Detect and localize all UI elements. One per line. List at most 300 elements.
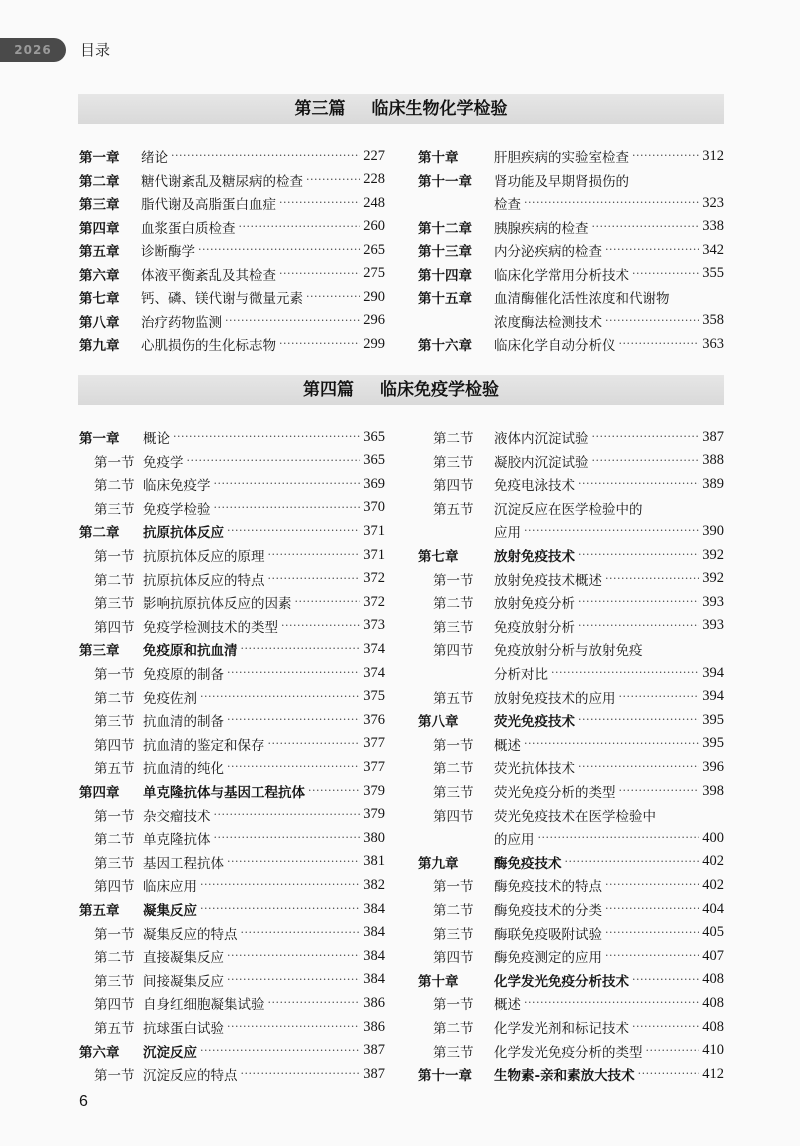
chapter-label: 第六章 xyxy=(79,1044,120,1061)
toc-entry xyxy=(418,426,724,448)
entry-title: 酶免疫技术 xyxy=(494,855,562,872)
toc-entry xyxy=(79,851,385,873)
toc-entry xyxy=(79,1016,385,1038)
dot-leader xyxy=(268,992,361,1014)
section-label: 第四节 xyxy=(94,619,135,636)
toc-entry xyxy=(79,310,385,332)
entry-title: 液体内沉淀试验 xyxy=(494,431,589,447)
section-label: 第一节 xyxy=(94,1068,135,1085)
entry-title: 心肌损伤的生化标志物 xyxy=(141,338,276,354)
dot-leader xyxy=(173,426,360,448)
chapter-label: 第十一章 xyxy=(418,1068,472,1085)
entry-title: 免疫电泳技术 xyxy=(494,478,575,495)
chapter-label: 第十六章 xyxy=(418,338,472,354)
dot-leader xyxy=(227,969,360,991)
page-ref: 408 xyxy=(702,971,724,988)
entry-title: 免疫学 xyxy=(143,454,184,471)
toc-entry xyxy=(79,615,385,637)
dot-leader xyxy=(619,686,700,708)
section-label: 第四节 xyxy=(433,950,474,967)
toc-entry xyxy=(418,638,724,660)
dot-leader xyxy=(227,945,360,967)
section-label: 第一节 xyxy=(433,737,474,754)
toc-entry xyxy=(79,426,385,448)
page-ref: 358 xyxy=(702,312,724,328)
chapter-label: 第二章 xyxy=(79,525,120,542)
entry-title: 免疫学检验 xyxy=(143,501,211,518)
section-label: 第二节 xyxy=(433,431,474,447)
section-label: 第二节 xyxy=(94,478,135,495)
page-ref: 402 xyxy=(702,853,724,870)
dot-leader xyxy=(638,1063,700,1085)
toc-entry xyxy=(418,922,724,944)
dot-leader xyxy=(241,922,361,944)
page-ref: 365 xyxy=(363,452,385,469)
page-ref: 394 xyxy=(702,664,724,681)
page-ref: 374 xyxy=(363,664,385,681)
toc-entry xyxy=(79,169,385,191)
dot-leader xyxy=(279,192,360,214)
page-ref: 248 xyxy=(363,194,385,211)
toc-entry xyxy=(79,145,385,167)
dot-leader xyxy=(632,145,699,167)
toc-entry xyxy=(79,898,385,920)
page-ref: 377 xyxy=(363,758,385,775)
toc-entry xyxy=(79,450,385,472)
dot-leader xyxy=(605,310,699,332)
toc-entry xyxy=(418,827,724,849)
entry-title: 酶免疫测定的应用 xyxy=(494,950,602,967)
entry-title: 体液平衡紊乱及其检查 xyxy=(141,267,276,284)
section-label: 第一节 xyxy=(433,572,474,589)
toc-entry xyxy=(418,192,724,214)
entry-title: 杂交瘤技术 xyxy=(143,808,211,825)
section-label: 第二节 xyxy=(433,596,474,613)
entry-title: 糖代谢紊乱及糖尿病的检查 xyxy=(141,173,303,190)
page-ref: 377 xyxy=(363,735,385,752)
chapter-label: 第十一章 xyxy=(418,173,472,190)
page-ref: 227 xyxy=(363,147,385,164)
dot-leader xyxy=(227,1016,360,1038)
dot-leader xyxy=(592,450,700,472)
part3-banner xyxy=(78,94,724,124)
toc-entry xyxy=(79,568,385,590)
toc-entry xyxy=(79,286,385,308)
chapter-label: 第十四章 xyxy=(418,267,472,284)
entry-title: 荧光免疫技术在医学检验中 xyxy=(494,808,656,825)
page-ref: 323 xyxy=(702,194,724,211)
dot-leader xyxy=(551,662,699,684)
entry-title: 自身红细胞凝集试验 xyxy=(143,997,265,1014)
entry-title: 化学发光免疫分析技术 xyxy=(494,973,629,990)
toc-entry xyxy=(418,216,724,238)
chapter-label: 第十章 xyxy=(418,973,459,990)
dot-leader xyxy=(268,544,361,566)
section-label: 第五节 xyxy=(433,501,474,518)
dot-leader xyxy=(619,780,700,802)
dot-leader xyxy=(646,1040,700,1062)
page-ref: 363 xyxy=(702,335,724,352)
dot-leader xyxy=(225,310,360,332)
dot-leader xyxy=(578,591,699,613)
page-ref: 396 xyxy=(702,758,724,775)
page-ref: 275 xyxy=(363,265,385,281)
section-label: 第三节 xyxy=(433,454,474,471)
dot-leader xyxy=(632,969,699,991)
dot-leader xyxy=(200,1040,360,1062)
page-ref: 400 xyxy=(702,829,724,846)
entry-title: 免疫佐剂 xyxy=(143,690,197,707)
dot-leader xyxy=(187,450,361,472)
page-ref: 404 xyxy=(702,900,724,917)
page-ref: 386 xyxy=(363,994,385,1011)
dot-leader xyxy=(268,568,361,590)
part3-label: 第三篇 xyxy=(294,99,346,119)
page-ref: 390 xyxy=(702,522,724,539)
section-label: 第一节 xyxy=(94,549,135,565)
dot-leader xyxy=(308,780,360,802)
entry-title: 荧光免疫技术 xyxy=(494,714,575,731)
toc-entry xyxy=(79,780,385,802)
toc-entry xyxy=(418,169,724,191)
chapter-label: 第八章 xyxy=(418,714,459,731)
entry-title: 概论 xyxy=(143,431,170,447)
chapter-label: 第三章 xyxy=(79,643,120,660)
toc-entry xyxy=(418,969,724,991)
dot-leader xyxy=(605,568,699,590)
page-ref: 386 xyxy=(363,1018,385,1035)
entry-title: 酶免疫技术的分类 xyxy=(494,903,602,919)
entry-title: 临床应用 xyxy=(143,879,197,896)
section-label: 第三节 xyxy=(94,596,135,613)
entry-title: 化学发光免疫分析的类型 xyxy=(494,1044,643,1061)
entry-title: 钙、磷、镁代谢与微量元素 xyxy=(141,291,303,307)
chapter-label: 第五章 xyxy=(79,244,120,260)
chapter-label: 第一章 xyxy=(79,431,120,447)
dot-leader xyxy=(227,662,360,684)
section-label: 第三节 xyxy=(94,855,135,872)
toc-entry xyxy=(418,591,724,613)
page-ref: 384 xyxy=(363,947,385,964)
dot-leader xyxy=(632,1016,699,1038)
entry-title: 肾功能及早期肾损伤的 xyxy=(494,173,629,190)
dot-leader xyxy=(605,239,699,261)
entry-title: 分析对比 xyxy=(494,667,548,683)
entry-title: 免疫学检测技术的类型 xyxy=(143,619,278,636)
dot-leader xyxy=(632,263,699,285)
chapter-label: 第七章 xyxy=(79,291,120,307)
entry-title: 抗血清的鉴定和保存 xyxy=(143,737,265,754)
toc-entry xyxy=(79,544,385,566)
page-header-title: 目录 xyxy=(80,41,111,59)
dot-leader xyxy=(295,591,361,613)
chapter-label: 第五章 xyxy=(79,903,120,919)
chapter-label: 第六章 xyxy=(79,267,120,284)
section-label: 第一节 xyxy=(94,667,135,683)
section-label: 第二节 xyxy=(94,832,135,849)
dot-leader xyxy=(592,426,700,448)
entry-title: 抗原抗体反应 xyxy=(143,525,224,542)
toc-entry xyxy=(79,263,385,285)
toc-entry xyxy=(418,615,724,637)
dot-leader xyxy=(227,756,360,778)
year-badge: 2026 xyxy=(0,38,66,62)
entry-title: 凝集反应 xyxy=(143,903,197,919)
entry-title: 酶联免疫吸附试验 xyxy=(494,926,602,943)
part4-banner xyxy=(78,375,724,405)
toc-entry xyxy=(79,662,385,684)
chapter-label: 第一章 xyxy=(79,150,120,166)
toc-entry xyxy=(79,733,385,755)
entry-title: 内分泌疾病的检查 xyxy=(494,244,602,260)
entry-title: 诊断酶学 xyxy=(141,244,195,260)
toc-entry xyxy=(79,239,385,261)
toc-entry xyxy=(418,1063,724,1085)
section-label: 第五节 xyxy=(94,761,135,778)
entry-title: 肝胆疾病的实验室检查 xyxy=(494,150,629,166)
section-label: 第二节 xyxy=(433,761,474,778)
page-ref: 365 xyxy=(363,428,385,445)
toc-entry xyxy=(79,333,385,355)
dot-leader xyxy=(171,145,360,167)
dot-leader xyxy=(306,286,360,308)
entry-title: 绪论 xyxy=(141,150,168,166)
page-ref: 392 xyxy=(702,546,724,563)
entry-title: 抗球蛋白试验 xyxy=(143,1021,224,1037)
toc-entry xyxy=(79,804,385,826)
page-ref: 412 xyxy=(702,1065,724,1082)
section-label: 第二节 xyxy=(94,572,135,589)
page-ref: 299 xyxy=(363,335,385,352)
section-label: 第一节 xyxy=(94,454,135,471)
toc-entry xyxy=(418,1040,724,1062)
page-ref: 389 xyxy=(702,475,724,492)
page-ref: 398 xyxy=(702,782,724,799)
entry-title: 血清酶催化活性浓度和代谢物 xyxy=(494,291,670,307)
dot-leader xyxy=(214,497,361,519)
dot-leader xyxy=(227,520,360,542)
entry-title: 免疫放射分析与放射免疫 xyxy=(494,643,643,660)
toc-entry xyxy=(418,992,724,1014)
part3-title: 临床生物化学检验 xyxy=(371,99,508,119)
entry-title: 放射免疫分析 xyxy=(494,596,575,613)
toc-entry xyxy=(79,709,385,731)
page-ref: 342 xyxy=(702,241,724,258)
entry-title: 放射免疫技术概述 xyxy=(494,572,602,589)
dot-leader xyxy=(198,239,360,261)
toc-entry xyxy=(418,709,724,731)
toc-entry xyxy=(418,851,724,873)
section-label: 第三节 xyxy=(94,973,135,990)
chapter-label: 第十章 xyxy=(418,150,459,166)
page-ref: 387 xyxy=(363,1042,385,1059)
entry-title: 单克隆抗体与基因工程抗体 xyxy=(143,785,305,801)
dot-leader xyxy=(524,520,699,542)
toc-entry xyxy=(79,992,385,1014)
section-label: 第三节 xyxy=(433,1044,474,1061)
dot-leader xyxy=(241,1063,361,1085)
chapter-label: 第九章 xyxy=(418,855,459,872)
chapter-label: 第二章 xyxy=(79,173,120,190)
page-ref: 402 xyxy=(702,876,724,893)
entry-title: 沉淀反应在医学检验中的 xyxy=(494,501,643,518)
entry-title: 影响抗原抗体反应的因素 xyxy=(143,596,292,613)
page-ref: 355 xyxy=(702,265,724,281)
page-ref: 408 xyxy=(702,1018,724,1035)
toc-entry xyxy=(79,874,385,896)
entry-title: 胰腺疾病的检查 xyxy=(494,220,589,237)
toc-entry xyxy=(418,874,724,896)
toc-entry xyxy=(418,686,724,708)
entry-title: 抗血清的纯化 xyxy=(143,761,224,778)
toc-entry xyxy=(418,473,724,495)
section-label: 第一节 xyxy=(94,808,135,825)
entry-title: 凝胶内沉淀试验 xyxy=(494,454,589,471)
section-label: 第一节 xyxy=(433,879,474,896)
section-label: 第五节 xyxy=(433,690,474,707)
toc-entry xyxy=(418,497,724,519)
toc-entry xyxy=(418,333,724,355)
page-ref: 374 xyxy=(363,640,385,657)
toc-entry xyxy=(418,145,724,167)
dot-leader xyxy=(605,945,699,967)
dot-leader xyxy=(578,709,699,731)
dot-leader xyxy=(281,615,360,637)
entry-title: 检查 xyxy=(494,197,521,213)
page-ref: 394 xyxy=(702,688,724,705)
toc-entry xyxy=(79,945,385,967)
toc-entry xyxy=(79,216,385,238)
page-ref: 296 xyxy=(363,312,385,328)
dot-leader xyxy=(592,216,700,238)
chapter-label: 第九章 xyxy=(79,338,120,354)
toc-entry xyxy=(418,945,724,967)
page-ref: 382 xyxy=(363,876,385,893)
section-label: 第二节 xyxy=(94,690,135,707)
entry-title: 放射免疫技术 xyxy=(494,549,575,565)
section-label: 第四节 xyxy=(94,737,135,754)
toc-entry xyxy=(79,922,385,944)
toc-entry xyxy=(418,310,724,332)
toc-entry xyxy=(418,520,724,542)
entry-title: 免疫放射分析 xyxy=(494,619,575,636)
page-ref: 393 xyxy=(702,593,724,610)
dot-leader xyxy=(306,169,360,191)
entry-title: 单克隆抗体 xyxy=(143,832,211,849)
section-label: 第五节 xyxy=(94,1021,135,1037)
chapter-label: 第四章 xyxy=(79,220,120,237)
page-ref: 410 xyxy=(702,1042,724,1059)
section-label: 第二节 xyxy=(94,950,135,967)
entry-title: 荧光抗体技术 xyxy=(494,761,575,778)
entry-title: 直接凝集反应 xyxy=(143,950,224,967)
toc-entry xyxy=(418,733,724,755)
section-label: 第三节 xyxy=(94,714,135,731)
section-label: 第一节 xyxy=(94,926,135,943)
toc-entry xyxy=(79,1040,385,1062)
dot-leader xyxy=(268,733,361,755)
entry-title: 应用 xyxy=(494,525,521,542)
entry-title: 临床免疫学 xyxy=(143,478,211,495)
toc-entry xyxy=(79,638,385,660)
page-ref: 265 xyxy=(363,241,385,258)
dot-leader xyxy=(200,874,360,896)
entry-title: 抗血清的制备 xyxy=(143,714,224,731)
entry-title: 临床化学常用分析技术 xyxy=(494,267,629,284)
entry-title: 浓度酶法检测技术 xyxy=(494,314,602,331)
page-ref: 384 xyxy=(363,924,385,941)
toc-entry xyxy=(79,192,385,214)
toc-entry xyxy=(79,1063,385,1085)
page-ref: 375 xyxy=(363,688,385,705)
page-ref: 395 xyxy=(702,711,724,728)
chapter-label: 第十五章 xyxy=(418,291,472,307)
section-label: 第四节 xyxy=(94,997,135,1014)
dot-leader xyxy=(214,473,361,495)
toc-entry xyxy=(418,804,724,826)
page-ref: 372 xyxy=(363,570,385,587)
dot-leader xyxy=(538,827,700,849)
page-ref: 381 xyxy=(363,853,385,870)
section-label: 第三节 xyxy=(433,926,474,943)
page-ref: 380 xyxy=(363,829,385,846)
entry-title: 血浆蛋白质检查 xyxy=(141,220,236,237)
dot-leader xyxy=(524,192,699,214)
entry-title: 抗原抗体反应的特点 xyxy=(143,572,265,589)
page-ref: 387 xyxy=(363,1065,385,1082)
dot-leader xyxy=(605,922,699,944)
page-ref: 371 xyxy=(363,546,385,563)
entry-title: 概述 xyxy=(494,737,521,754)
entry-title: 生物素-亲和素放大技术 xyxy=(494,1068,635,1085)
toc-entry xyxy=(79,497,385,519)
dot-leader xyxy=(241,638,361,660)
chapter-label: 第七章 xyxy=(418,549,459,565)
entry-title: 的应用 xyxy=(494,832,535,849)
toc-entry xyxy=(79,686,385,708)
toc-entry xyxy=(79,591,385,613)
page-number: 6 xyxy=(79,1093,88,1110)
dot-leader xyxy=(565,851,700,873)
toc-entry xyxy=(418,662,724,684)
page-ref: 384 xyxy=(363,900,385,917)
page-ref: 384 xyxy=(363,971,385,988)
dot-leader xyxy=(524,992,699,1014)
dot-leader xyxy=(239,216,361,238)
page-ref: 405 xyxy=(702,924,724,941)
entry-title: 凝集反应的特点 xyxy=(143,926,238,943)
chapter-label: 第八章 xyxy=(79,314,120,331)
toc-entry xyxy=(418,450,724,472)
dot-leader xyxy=(578,615,699,637)
page-ref: 408 xyxy=(702,994,724,1011)
toc-entry xyxy=(418,756,724,778)
page-ref: 290 xyxy=(363,288,385,305)
page-ref: 379 xyxy=(363,806,385,823)
dot-leader xyxy=(524,733,699,755)
toc-entry xyxy=(79,756,385,778)
chapter-label: 第十二章 xyxy=(418,220,472,237)
page-ref: 388 xyxy=(702,452,724,469)
entry-title: 荧光免疫分析的类型 xyxy=(494,785,616,801)
section-label: 第四节 xyxy=(433,808,474,825)
section-label: 第四节 xyxy=(94,879,135,896)
dot-leader xyxy=(578,473,699,495)
page-ref: 228 xyxy=(363,171,385,187)
toc-entry xyxy=(79,473,385,495)
dot-leader xyxy=(605,898,699,920)
dot-leader xyxy=(200,686,360,708)
